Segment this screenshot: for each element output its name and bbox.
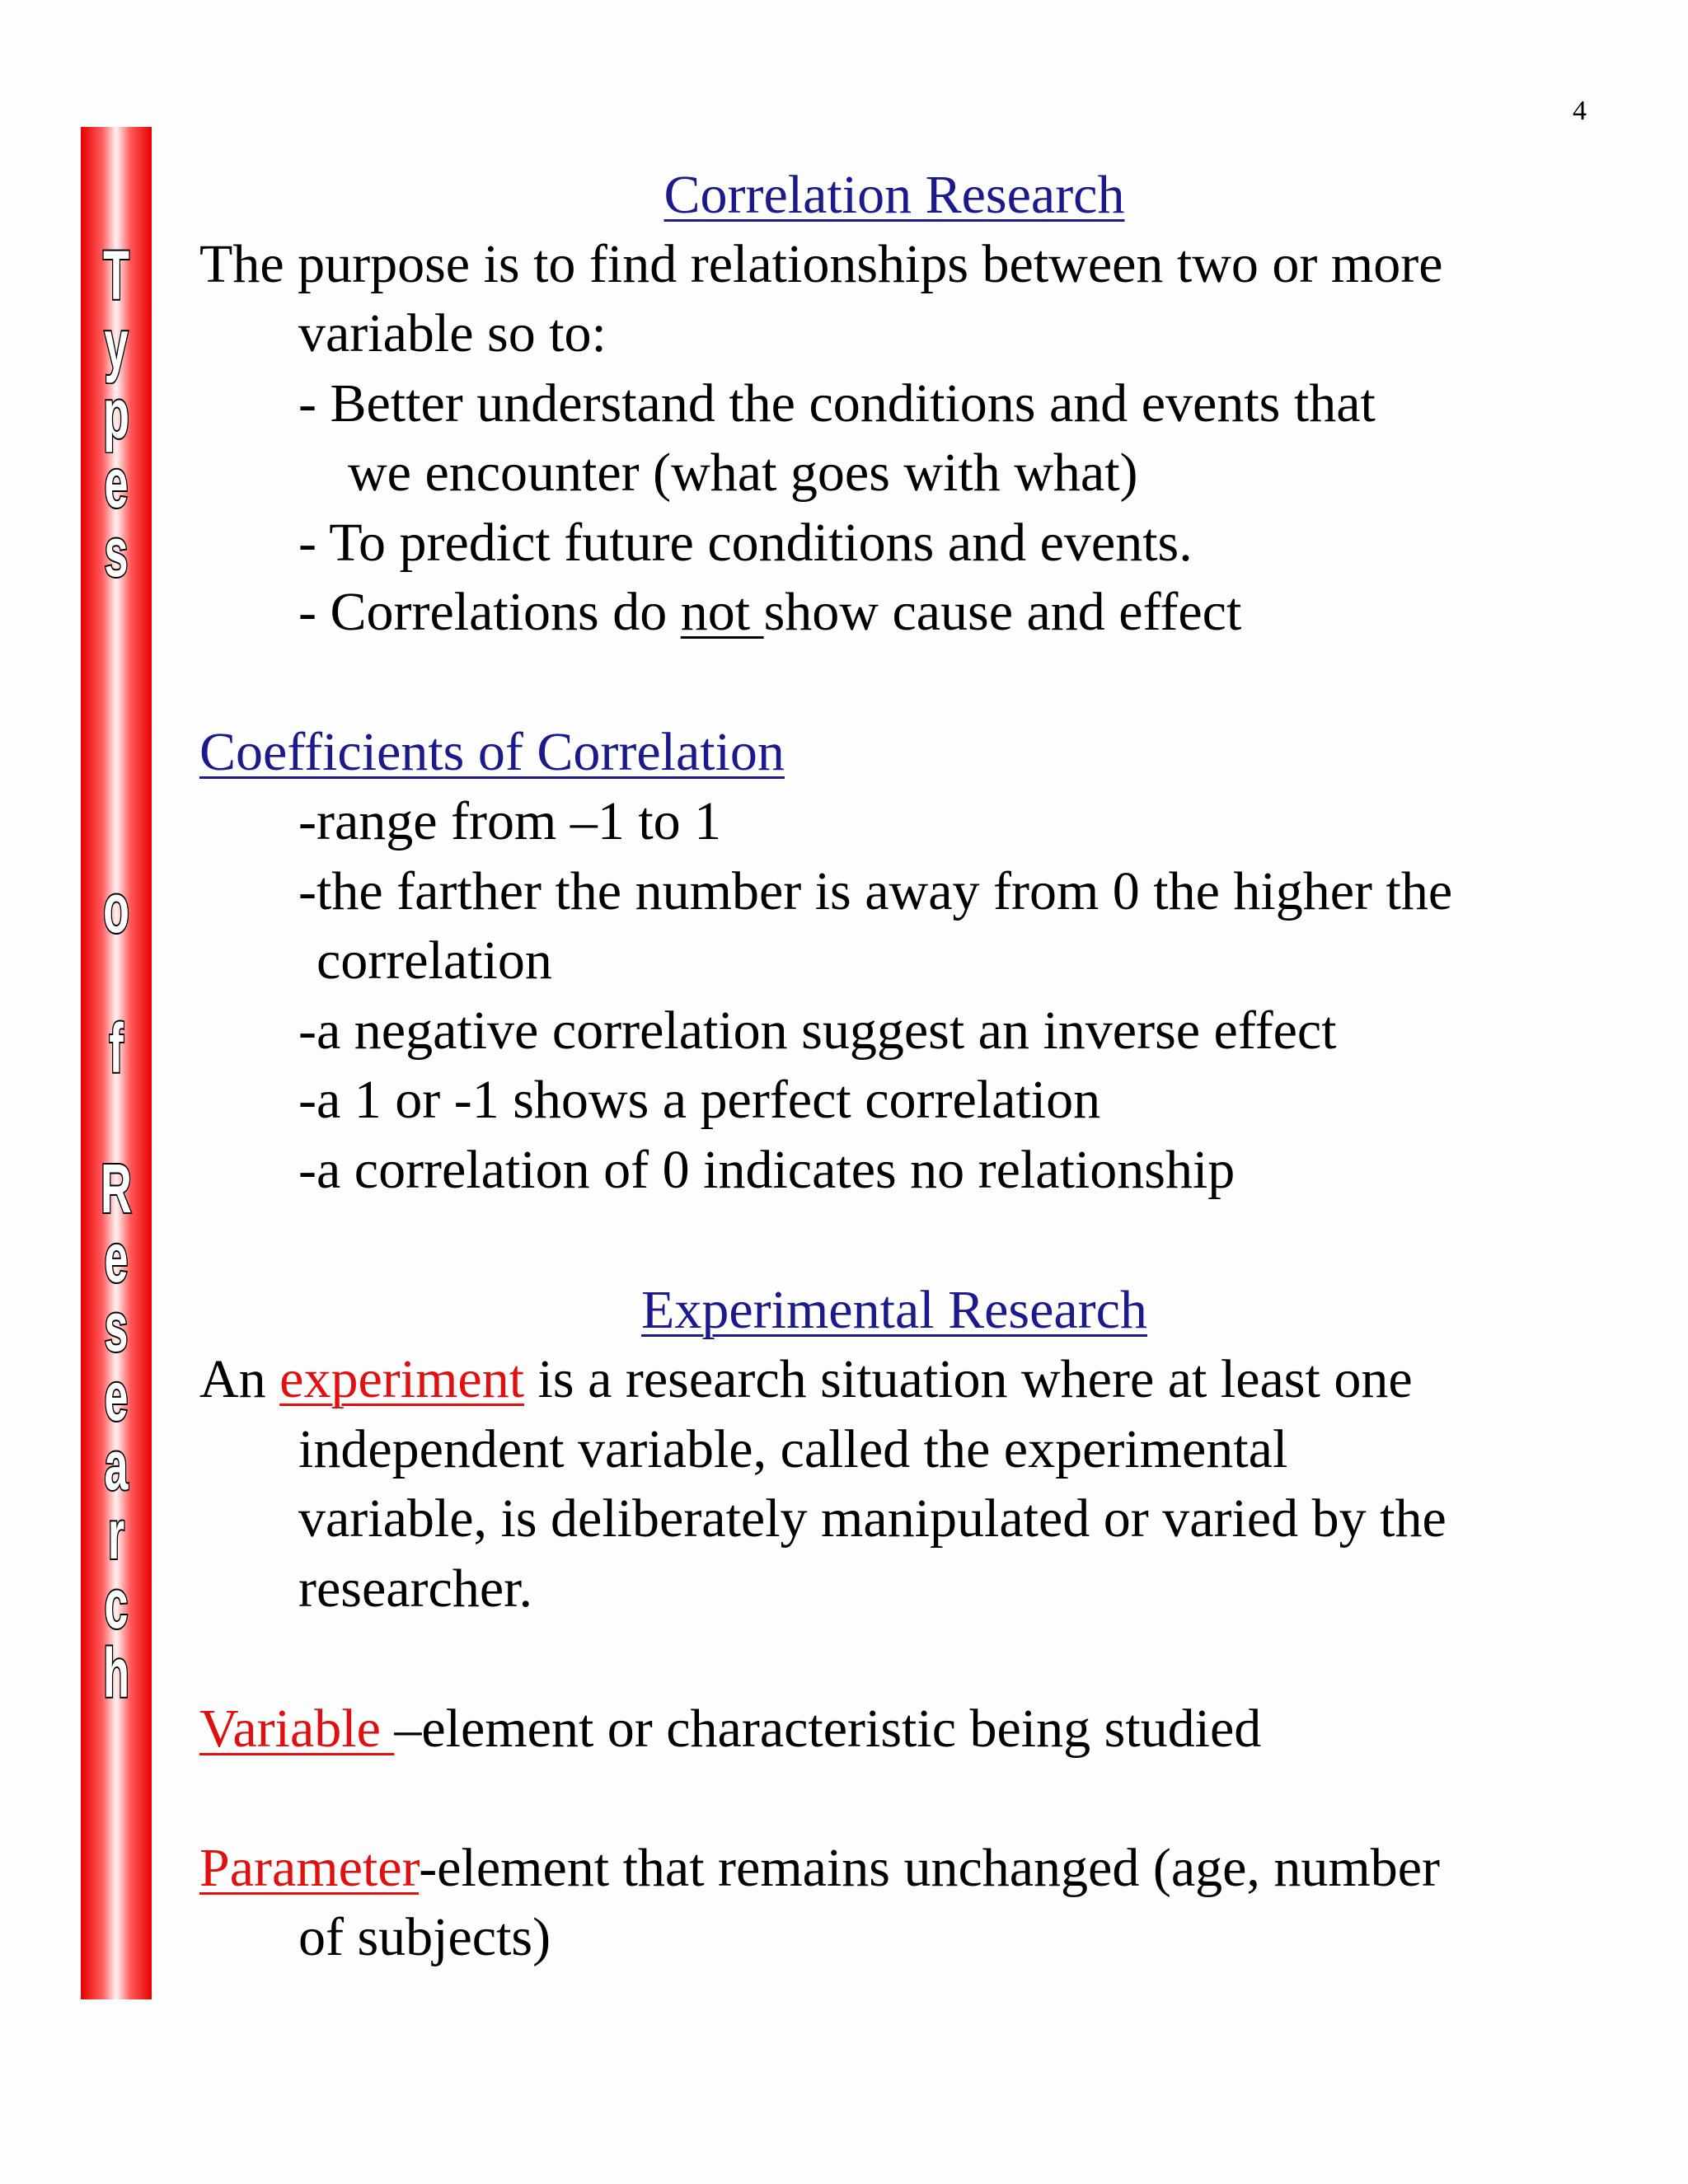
sidebar-letter: r bbox=[107, 1496, 125, 1573]
coefficients-heading: Coefficients of Correlation bbox=[199, 722, 785, 782]
parameter-definition-line2: of subjects) bbox=[298, 1907, 551, 1967]
sidebar-letter: h bbox=[103, 1634, 129, 1712]
coefficient-item-2-line1: -the farther the number is away from 0 the higher the bbox=[298, 861, 1453, 921]
experiment-definition-line2: independent variable, called the experimental bbox=[298, 1419, 1288, 1479]
parameter-definition-line1 bbox=[199, 1838, 1441, 1898]
sidebar-letter: e bbox=[104, 1219, 129, 1296]
correlation-bullet-3 bbox=[298, 582, 1242, 642]
correlation-intro-line1: The purpose is to find relationships between two or more bbox=[199, 234, 1443, 294]
coefficient-item-4: -a 1 or -1 shows a perfect correlation bbox=[298, 1070, 1101, 1130]
coefficient-item-5: -a correlation of 0 indicates no relationship bbox=[298, 1140, 1236, 1200]
bullet-3-text-end: show cause and effect bbox=[763, 582, 1242, 642]
sidebar-letter: f bbox=[109, 1010, 124, 1087]
experimental-research-heading: Experimental Research bbox=[641, 1280, 1147, 1340]
sidebar-letter: e bbox=[104, 1357, 129, 1435]
correlation-bullet-2: - To predict future conditions and events. bbox=[298, 513, 1193, 573]
bullet-3-text: - Correlations do bbox=[298, 582, 681, 642]
correlation-bullet-1-line1: - Better understand the conditions and events that bbox=[298, 373, 1376, 434]
sidebar-letter: e bbox=[104, 444, 129, 522]
experiment-definition-line1 bbox=[199, 1349, 1413, 1409]
sidebar-letter: p bbox=[103, 375, 129, 452]
coefficient-item-1: -range from –1 to 1 bbox=[298, 791, 722, 851]
sidebar-letter: y bbox=[104, 306, 129, 383]
sidebar-letter: s bbox=[104, 513, 129, 591]
sidebar-letter: a bbox=[104, 1427, 129, 1504]
variable-def-text: –element or characteristic being studied bbox=[394, 1699, 1262, 1759]
parameter-def-text: -element that remains unchanged (age, number bbox=[419, 1838, 1441, 1898]
parameter-term: Parameter bbox=[199, 1838, 420, 1898]
experiment-def-prefix: An bbox=[199, 1349, 280, 1409]
sidebar-letter: T bbox=[103, 237, 129, 314]
experiment-definition-line4: researcher. bbox=[298, 1558, 532, 1619]
experiment-def-rest: is a research situation where at least one bbox=[524, 1349, 1413, 1409]
sidebar-letter: c bbox=[104, 1565, 129, 1643]
variable-definition bbox=[199, 1699, 1262, 1759]
experiment-definition-line3: variable, is deliberately manipulated or varied by the bbox=[298, 1488, 1447, 1549]
not-emphasis: not bbox=[680, 582, 764, 642]
variable-term: Variable bbox=[199, 1699, 395, 1759]
sidebar-letter: R bbox=[101, 1150, 132, 1227]
page-number: 4 bbox=[1573, 96, 1587, 126]
correlation-intro-line2: variable so to: bbox=[298, 303, 607, 363]
correlation-research-heading: Correlation Research bbox=[663, 165, 1125, 225]
correlation-bullet-1-line2: we encounter (what goes with what) bbox=[348, 443, 1138, 503]
coefficient-item-3: -a negative correlation suggest an inverse effect bbox=[298, 1001, 1337, 1061]
sidebar-letter: s bbox=[104, 1288, 129, 1366]
sidebar-letter: o bbox=[103, 869, 129, 947]
coefficient-item-2-line2: correlation bbox=[316, 930, 552, 991]
sidebar-title-banner bbox=[81, 127, 152, 1999]
experiment-term: experiment bbox=[279, 1349, 525, 1409]
